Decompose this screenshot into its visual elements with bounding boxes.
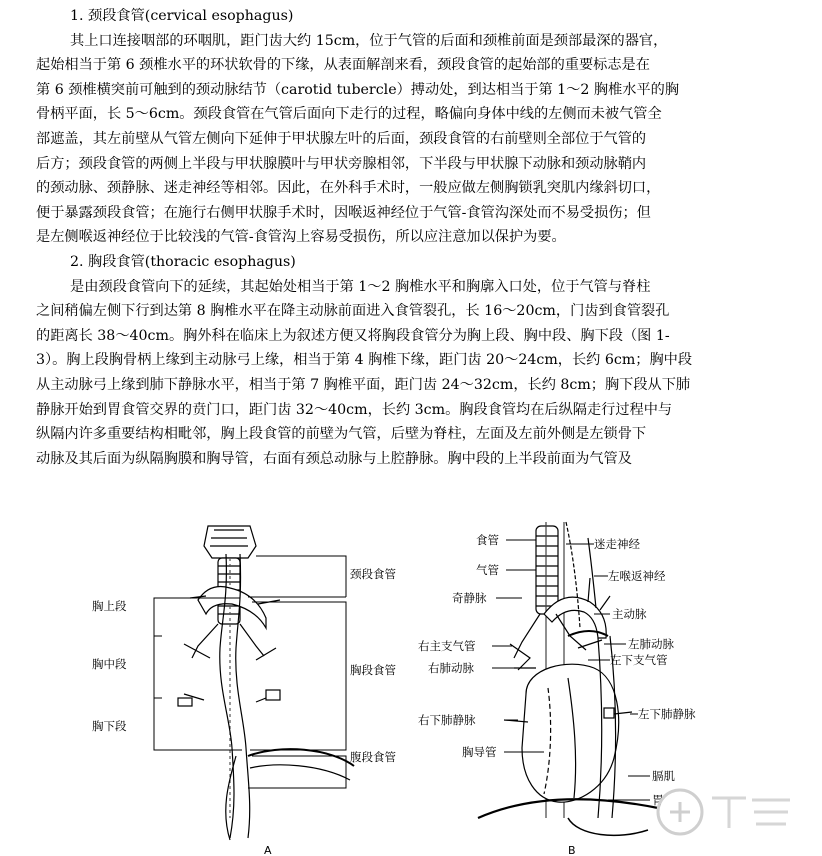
text-line: 纵隔内许多重要结构相毗邻，胸上段食管的前壁为气管，后壁为脊柱，左面及左前外侧是左锁骨下 (36, 426, 647, 443)
label-esophagus: 食管 (476, 533, 499, 547)
figure-a-left-labels (92, 599, 127, 733)
text-line: 的距离长 38～40cm。胸外科在临床上为叙述方便又将胸段食管分为胸上段、胸中段、胸下段（图 1- (36, 327, 670, 344)
figure-a-brackets (154, 556, 346, 788)
label-right-pulmonary-artery: 右肺动脉 (428, 661, 474, 675)
text-line: 后方；颈段食管的两侧上半段与甲状腺膜叶与甲状旁腺相邻，下半段与甲状腺下动脉和颈动脉鞘内 (36, 155, 647, 172)
text-line: 从主动脉弓上缘到肺下静脉水平，相当于第 7 胸椎平面，距门齿 24～32cm，长约 8cm；胸下段从下肺 (36, 376, 691, 393)
text-line: 骨柄平面，长 5～6cm。颈段食管在气管后面向下走行的过程，略偏向身体中线的左侧而未被气管全 (36, 106, 662, 123)
label-diaphragm: 膈肌 (652, 769, 675, 783)
label-left-pulmonary-artery: 左肺动脉 (628, 637, 674, 651)
text-line: 是左侧喉返神经位于比较浅的气管-食管沟上容易受损伤，所以应注意加以保护为要。 (36, 229, 566, 246)
figure-a-right-labels (350, 567, 396, 764)
label-left-recurrent-laryngeal-nerve: 左喉返神经 (608, 569, 666, 583)
text-line: 便于暴露颈段食管；在施行右侧甲状腺手术时，因喉返神经位于气管-食管沟深处而不易受损伤；但 (36, 204, 651, 221)
label-left-lower-bronchus: 左下支气管 (610, 653, 668, 667)
text-line: 静脉开始到胃食管交界的贲门口，距门齿 32～40cm，长约 3cm。胸段食管均在后纵隔走行过程中与 (36, 401, 673, 418)
section-heading-thoracic: 2. 胸段食管(thoracic esophagus) (70, 253, 296, 270)
text-line: 是由颈段食管向下的延续，其起始处相当于第 1～2 胸椎水平和胸廓入口处，位于气管与脊柱 (70, 278, 651, 295)
section-heading-cervical: 1. 颈段食管(cervical esophagus) (70, 8, 294, 24)
text-line: 动脉及其后面为纵隔胸膜和胸导管，右面有颈总动脉与上腔静脉。胸中段的上半段前面为气管及 (36, 450, 632, 467)
label-azygos-vein: 奇静脉 (452, 591, 487, 605)
text-line: 起始相当于第 6 颈椎水平的环状软骨的下缘，从表面解剖来看，颈段食管的起始部的重要标志是在 (36, 57, 650, 74)
figure-a-caption: A (264, 844, 272, 856)
label-cervical-esophagus: 颈段食管 (350, 567, 396, 581)
text-line: 部遮盖，其左前壁从气管左侧向下延伸于甲状腺左叶的后面，颈段食管的右前壁则全部位于气管的 (36, 130, 647, 147)
label-middle-thoracic: 胸中段 (92, 657, 127, 671)
label-thoracic-esophagus: 胸段食管 (350, 663, 396, 677)
text-line: 之间稍偏左侧下行到达第 8 胸椎水平在降主动脉前面进入食管裂孔，长 16～20cm，门齿到食管裂孔 (36, 303, 670, 320)
text-line: 的颈动脉、颈静脉、迷走神经等相邻。因此，在外科手术时，一般应做左侧胸锁乳突肌内缘斜切口， (36, 180, 661, 197)
label-right-inferior-pulmonary-vein: 右下肺静脉 (418, 713, 476, 727)
text-line: 其上口连接咽部的环咽肌，距门齿大约 15cm，位于气管的后面和颈椎前面是颈部最深的器官， (70, 32, 668, 49)
figure-a-illustration (178, 526, 354, 840)
label-trachea: 气管 (476, 563, 499, 577)
label-thoracic-duct: 胸导管 (462, 745, 497, 759)
text-body (36, 4, 784, 471)
label-right-main-bronchus: 右主支气管 (418, 639, 476, 653)
figure-a-esophagus-segments (80, 518, 420, 856)
label-vagus-nerve: 迷走神经 (594, 537, 640, 551)
paragraph-cervical (36, 29, 784, 250)
label-left-inferior-pulmonary-vein: 左下肺静脉 (638, 707, 696, 721)
label-abdominal-esophagus: 腹段食管 (350, 750, 396, 764)
label-upper-thoracic: 胸上段 (92, 599, 127, 613)
paragraph-thoracic (36, 275, 784, 472)
watermark-logo (650, 778, 800, 848)
figure-b-caption: B (568, 844, 576, 856)
label-aorta: 主动脉 (612, 607, 647, 621)
label-stomach: 胃 (652, 793, 664, 807)
text-line: 第 6 颈椎横突前可触到的颈动脉结节（carotid tubercle）搏动处，到达相当于第 1～2 胸椎水平的胸 (36, 81, 680, 98)
text-line: 3）。胸上段胸骨柄上缘到主动脉弓上缘，相当于第 4 胸椎下缘，距门齿 20～24cm，长约 6cm；胸中段 (36, 352, 693, 369)
label-lower-thoracic: 胸下段 (92, 719, 127, 733)
figure-b-left-labels (418, 533, 499, 759)
